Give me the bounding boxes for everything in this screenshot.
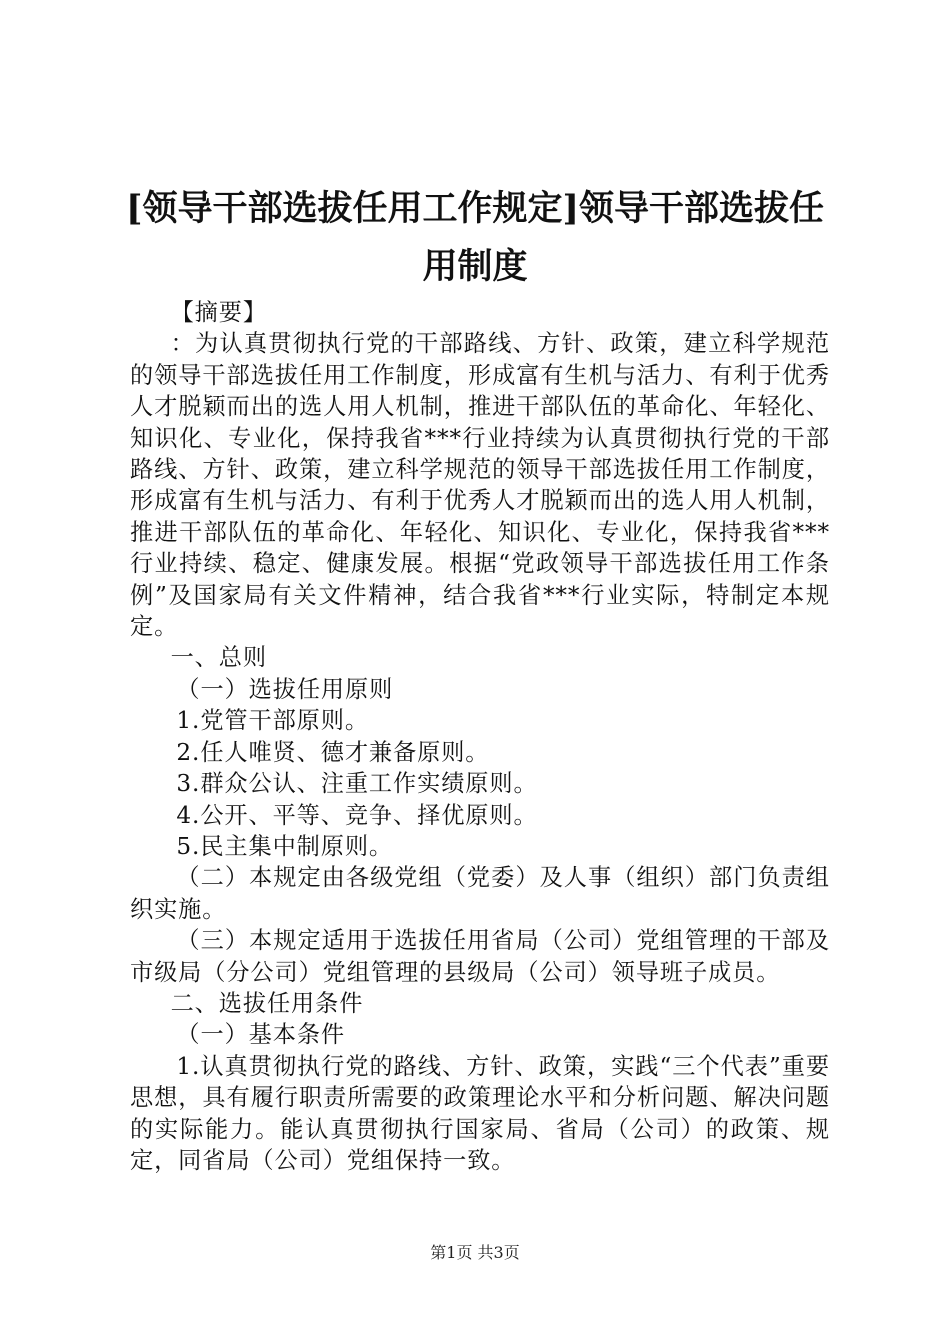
- document-title: [110, 180, 840, 296]
- section-heading-general: 一、总则: [170, 644, 267, 672]
- abstract-label: 【摘要】: [170, 299, 267, 326]
- subsection-heading-basic: （一）基本条件: [176, 1021, 346, 1049]
- paragraph-scope: （三）本规定适用于选拔任用省局（公司）党组管理的干部及市级局（分公司）党组管理的县级局（公司）领导班子成员。: [130, 927, 830, 986]
- list-item: 5.民主集中制原则。: [176, 832, 394, 860]
- document-body: [130, 297, 830, 1176]
- list-item: 3.群众公认、注重工作实绩原则。: [176, 770, 538, 798]
- title-line-2: 用制度: [422, 246, 528, 287]
- subsection-heading-principles: （一）选拔任用原则: [176, 675, 394, 703]
- paragraph-condition-1: 1.认真贯彻执行党的路线、方针、政策，实践“三个代表”重要思想，具有履行职责所需要的政策理论水平和分析问题、解决问题的实际能力。能认真贯彻执行国家局、省局（公司）的政策、规定，同省局（公司）党组保持一致。: [130, 1052, 830, 1174]
- list-item: 2.任人唯贤、德才兼备原则。: [176, 738, 490, 766]
- list-item: 4.公开、平等、竞争、择优原则。: [176, 801, 538, 829]
- paragraph-intro: ：为认真贯彻执行党的干部路线、方针、政策，建立科学规范的领导干部选拔任用工作制度，形成富有生机与活力、有利于优秀人才脱颖而出的选人用人机制，推进干部队伍的革命化、年轻化、知识化、专业化，保持我省***行业持续为认真贯彻执行党的干部路线、方针、政策，建立科学规范的领导干部选拔任用工作制度，形成富有生机与活力、有利于优秀人才脱颖而出的选人用人机制，推进干部队伍的革命化、年轻化、知识化、专业化，保持我省***行业持续、稳定、健康发展。根据“党政领导干部选拔任用工作条例”及国家局有关文件精神，结合我省***行业实际，特制定本规定。: [130, 330, 830, 641]
- paragraph-implementation: （二）本规定由各级党组（党委）及人事（组织）部门负责组织实施。: [130, 864, 830, 923]
- list-item: 1.党管干部原则。: [176, 707, 369, 735]
- page-footer: 第1页 共3页: [430, 1243, 520, 1262]
- title-line-1: [领导干部选拔任用工作规定]领导干部选拔任: [125, 188, 825, 229]
- section-heading-conditions: 二、选拔任用条件: [170, 989, 364, 1017]
